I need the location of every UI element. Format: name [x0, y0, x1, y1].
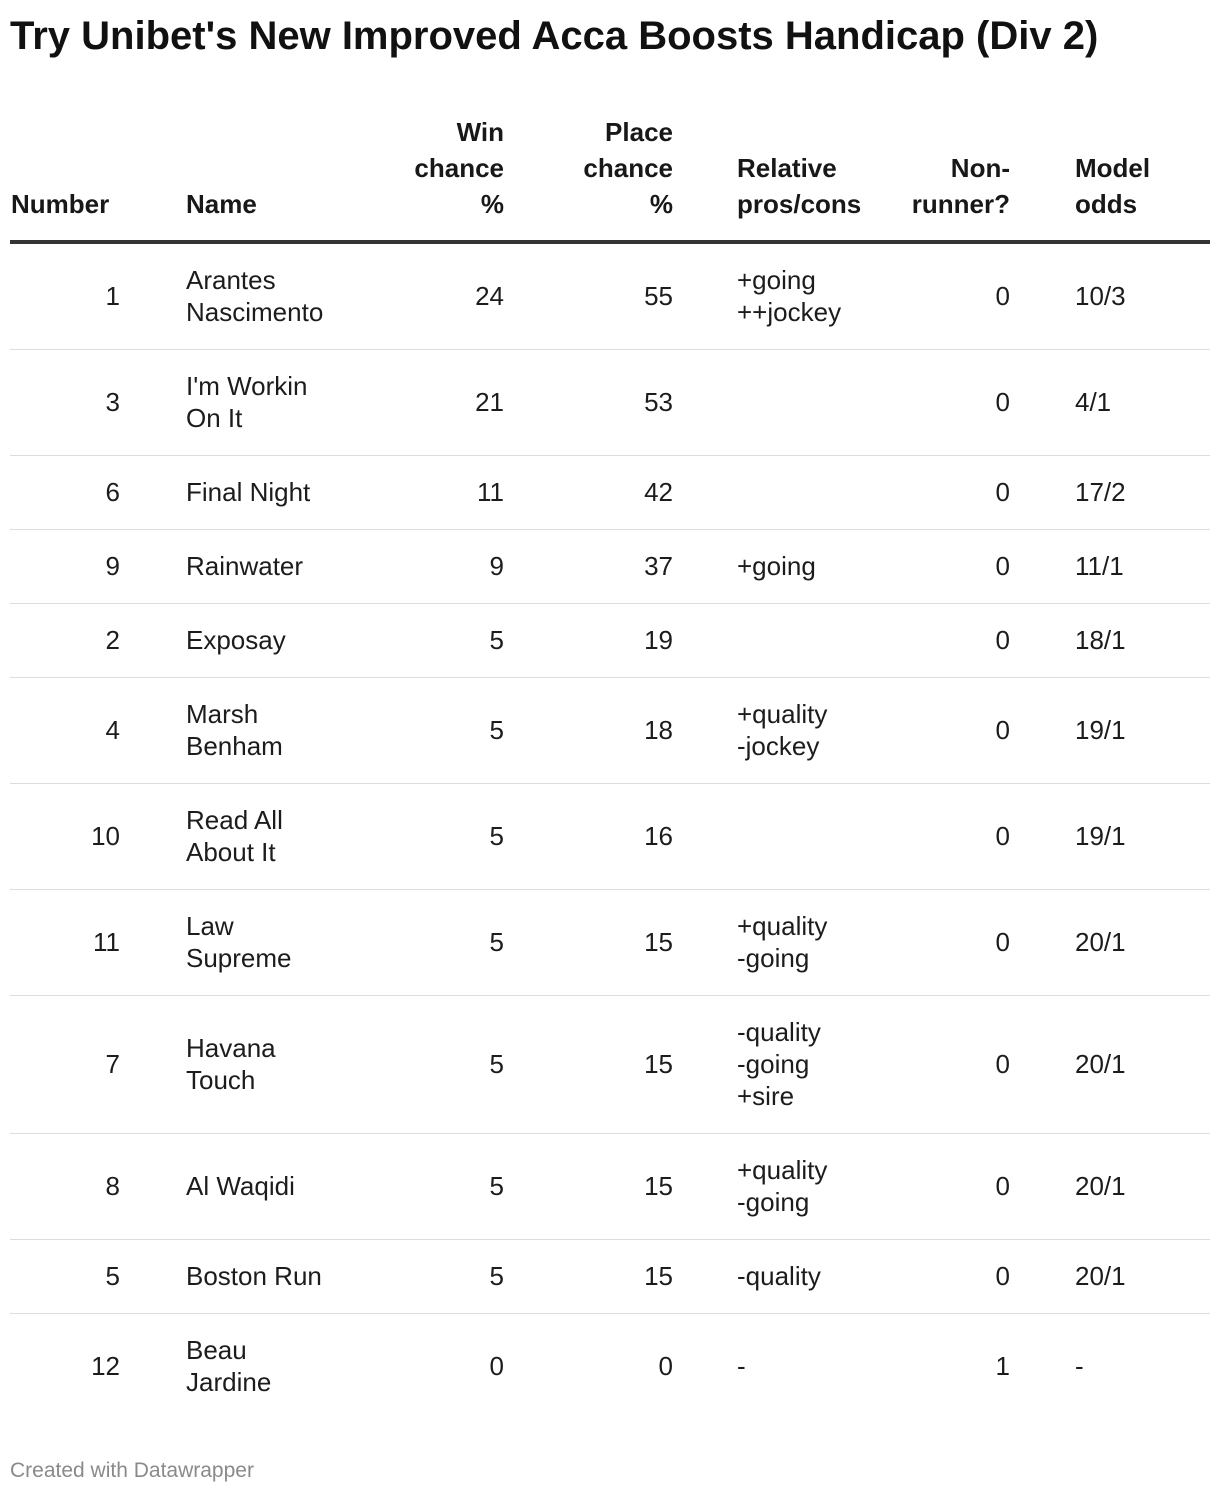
- cell-model-odds: 20/1: [1011, 890, 1210, 996]
- cell-non-runner: 0: [851, 456, 1011, 530]
- cell-model-odds: 11/1: [1011, 530, 1210, 604]
- cell-non-runner: 0: [851, 1240, 1011, 1314]
- cell-place-chance: 18: [505, 678, 673, 784]
- table-row: [10, 678, 1210, 784]
- cell-name: Beau Jardine: [186, 1335, 272, 1397]
- cell-non-runner: 1: [995, 1351, 1010, 1381]
- cell-name: Read All About It: [155, 784, 330, 890]
- cell-pros-cons: +quality -jockey: [673, 678, 851, 784]
- cell-win-chance: 21: [330, 350, 505, 456]
- column-header-number[interactable]: Number: [10, 114, 155, 242]
- column-header-model-odds[interactable]: Model odds: [1075, 153, 1151, 219]
- cell-place-chance: 55: [505, 242, 673, 350]
- cell-model-odds: 19/1: [1011, 678, 1210, 784]
- table-row: [10, 456, 1210, 530]
- cell-non-runner: 0: [851, 350, 1011, 456]
- cell-non-runner: 0: [851, 604, 1011, 678]
- cell-model-odds: 20/1: [1011, 996, 1210, 1134]
- cell-pros-cons: [673, 604, 851, 678]
- table-row: [10, 996, 1210, 1134]
- table-row: [10, 1314, 1210, 1420]
- cell-win-chance: 5: [330, 890, 505, 996]
- cell-number: 11: [10, 890, 155, 996]
- column-header-name[interactable]: Name: [155, 114, 330, 242]
- credit-footer: Created with Datawrapper: [10, 1459, 254, 1482]
- cell-number: 9: [10, 530, 155, 604]
- cell-number: 6: [10, 456, 155, 530]
- cell-model-odds: 20/1: [1011, 1240, 1210, 1314]
- table-row: [10, 350, 1210, 456]
- cell-pros-cons: -: [737, 1351, 746, 1381]
- cell-name: Rainwater: [155, 530, 330, 604]
- column-header-place-chance[interactable]: Place chance %: [583, 117, 673, 219]
- cell-non-runner: 0: [851, 530, 1011, 604]
- cell-non-runner: 0: [851, 678, 1011, 784]
- column-header-win-chance[interactable]: Win chance %: [414, 117, 504, 219]
- cell-non-runner: 0: [851, 996, 1011, 1134]
- cell-pros-cons: [673, 784, 851, 890]
- cell-place-chance: 16: [505, 784, 673, 890]
- cell-number: 3: [10, 350, 155, 456]
- cell-model-odds: 20/1: [1011, 1134, 1210, 1240]
- cell-model-odds: 4/1: [1011, 350, 1210, 456]
- cell-place-chance: 53: [505, 350, 673, 456]
- column-header-pros-cons[interactable]: Relative pros/cons: [737, 153, 862, 219]
- cell-place-chance: 15: [505, 996, 673, 1134]
- table-row: [10, 1134, 1210, 1240]
- cell-pros-cons: -quality -going +sire: [673, 996, 851, 1134]
- cell-number: 2: [10, 604, 155, 678]
- cell-pros-cons: -quality: [673, 1240, 851, 1314]
- cell-place-chance: 15: [505, 1240, 673, 1314]
- data-table-container: [10, 114, 1210, 1419]
- data-table: [10, 114, 1210, 1419]
- cell-win-chance: 5: [330, 1240, 505, 1314]
- cell-number: 10: [10, 784, 155, 890]
- cell-pros-cons: [673, 350, 851, 456]
- cell-win-chance: 9: [330, 530, 505, 604]
- cell-win-chance: 0: [489, 1351, 504, 1381]
- cell-pros-cons: +going: [673, 530, 851, 604]
- cell-win-chance: 5: [330, 1134, 505, 1240]
- table-row: [10, 604, 1210, 678]
- cell-name: Al Waqidi: [155, 1134, 330, 1240]
- cell-model-odds: -: [1075, 1351, 1084, 1381]
- cell-place-chance: 15: [505, 1134, 673, 1240]
- cell-number: 7: [10, 996, 155, 1134]
- cell-non-runner: 0: [851, 1134, 1011, 1240]
- cell-name: Exposay: [155, 604, 330, 678]
- cell-win-chance: 5: [330, 996, 505, 1134]
- cell-place-chance: 0: [658, 1351, 673, 1381]
- cell-win-chance: 5: [330, 604, 505, 678]
- cell-pros-cons: +quality -going: [673, 890, 851, 996]
- cell-number: 5: [10, 1240, 155, 1314]
- cell-name: Havana Touch: [155, 996, 330, 1134]
- cell-number: 1: [10, 242, 155, 350]
- cell-pros-cons: +quality -going: [673, 1134, 851, 1240]
- table-row: [10, 890, 1210, 996]
- chart-title: Try Unibet's New Improved Acca Boosts Handicap (Div 2): [10, 14, 1099, 58]
- cell-place-chance: 19: [505, 604, 673, 678]
- cell-win-chance: 5: [330, 678, 505, 784]
- cell-place-chance: 42: [505, 456, 673, 530]
- cell-name: Law Supreme: [155, 890, 330, 996]
- table-row: [10, 242, 1210, 350]
- table-row: [10, 530, 1210, 604]
- cell-pros-cons: +going ++jockey: [673, 242, 851, 350]
- cell-non-runner: 0: [851, 890, 1011, 996]
- table-header-row: [10, 114, 1210, 242]
- cell-number: 12: [91, 1351, 120, 1381]
- table-row: [10, 1240, 1210, 1314]
- cell-win-chance: 5: [330, 784, 505, 890]
- cell-place-chance: 15: [505, 890, 673, 996]
- cell-name: I'm Workin On It: [155, 350, 330, 456]
- cell-non-runner: 0: [851, 242, 1011, 350]
- cell-non-runner: 0: [851, 784, 1011, 890]
- cell-name: Final Night: [155, 456, 330, 530]
- cell-name: Boston Run: [155, 1240, 330, 1314]
- cell-model-odds: 17/2: [1011, 456, 1210, 530]
- cell-model-odds: 10/3: [1011, 242, 1210, 350]
- table-row: [10, 784, 1210, 890]
- cell-model-odds: 19/1: [1011, 784, 1210, 890]
- cell-win-chance: 11: [330, 456, 505, 530]
- cell-model-odds: 18/1: [1011, 604, 1210, 678]
- cell-number: 8: [10, 1134, 155, 1240]
- cell-number: 4: [10, 678, 155, 784]
- column-header-non-runner[interactable]: Non-runner?: [911, 153, 1010, 219]
- cell-name: Arantes Nascimento: [155, 242, 330, 350]
- cell-win-chance: 24: [330, 242, 505, 350]
- cell-pros-cons: [673, 456, 851, 530]
- cell-name: Marsh Benham: [155, 678, 330, 784]
- cell-place-chance: 37: [505, 530, 673, 604]
